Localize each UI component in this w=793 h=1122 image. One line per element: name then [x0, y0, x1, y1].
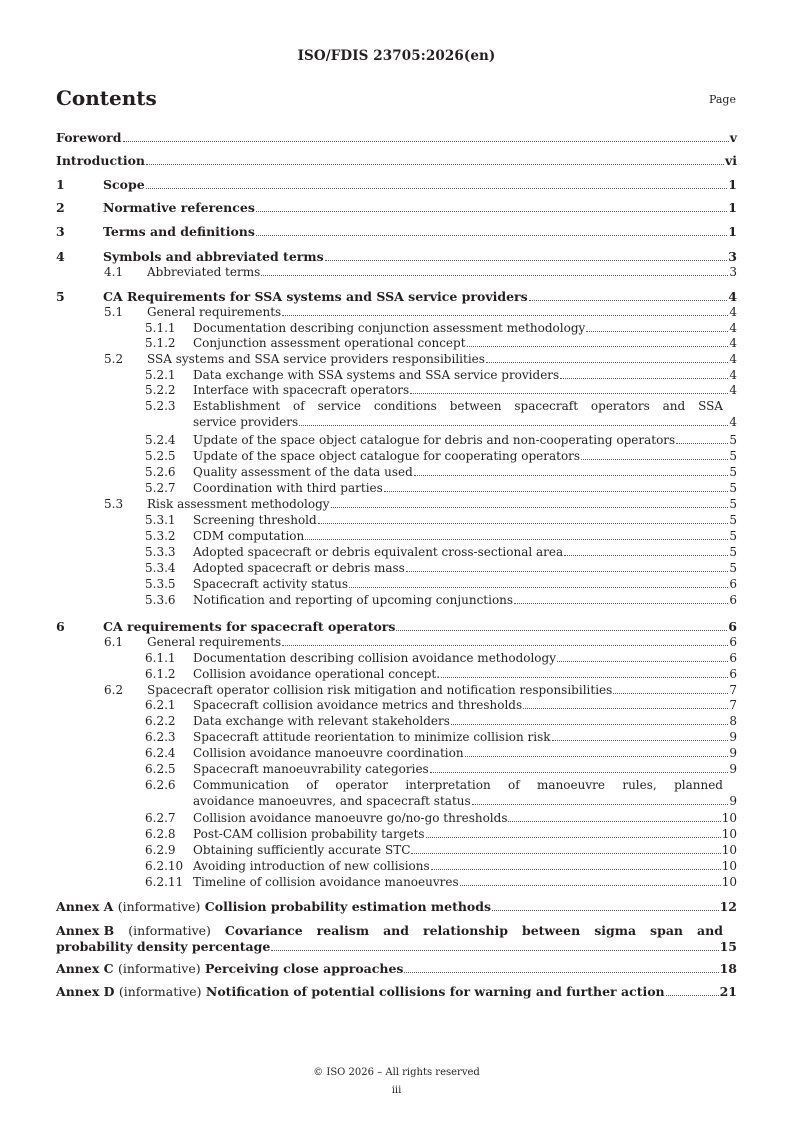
- dot-leader: [282, 314, 728, 316]
- toc-entry-title: CDM computation: [193, 529, 305, 543]
- toc-entry-number: 5.2.4: [145, 433, 176, 447]
- toc-entry-page: 10: [721, 811, 737, 825]
- toc-entry-number: 6.2.4: [145, 746, 176, 760]
- toc-entry-number: 6.2: [104, 683, 124, 697]
- toc-entry[interactable]: [56, 620, 737, 634]
- toc-entry[interactable]: [145, 336, 737, 350]
- toc-entry-title: service providers: [193, 415, 299, 429]
- toc-entry[interactable]: [145, 513, 737, 527]
- toc-entry-annex[interactable]: [56, 962, 737, 976]
- dot-leader: [586, 330, 728, 332]
- dot-leader: [431, 868, 721, 870]
- toc-entry-number: 5.3.2: [145, 529, 176, 543]
- toc-entry-page: 6: [728, 619, 737, 634]
- toc-entry-page: 4: [729, 321, 737, 335]
- toc-entry-number: 6.1.1: [145, 651, 176, 665]
- toc-entry-title: Spacecraft collision avoidance metrics and thresholds: [193, 698, 523, 712]
- toc-entry[interactable]: [56, 154, 737, 168]
- toc-entry-number: 5.1.1: [145, 321, 176, 335]
- dot-leader: [349, 586, 728, 588]
- toc-entry-number: 5: [56, 289, 65, 304]
- toc-entry-page: 1: [728, 200, 737, 215]
- toc-entry[interactable]: [145, 545, 737, 559]
- toc-entry-number: 5.2.6: [145, 465, 176, 479]
- toc-entry-page: 6: [729, 667, 737, 681]
- toc-entry-page: 6: [729, 635, 737, 649]
- dot-leader: [430, 771, 729, 773]
- toc-entry-title: Documentation describing collision avoidance methodology: [193, 651, 556, 665]
- dot-leader: [414, 474, 729, 476]
- toc-entry-number: 2: [56, 200, 65, 215]
- toc-entry-page: v: [729, 130, 737, 145]
- toc-entry-number: 5.1.2: [145, 336, 176, 350]
- toc-entry-title: SSA systems and SSA service providers responsibilities: [147, 352, 485, 366]
- toc-entry[interactable]: [145, 714, 737, 728]
- toc-entry-title: Collision avoidance manoeuvre go/no-go thresholds: [193, 811, 508, 825]
- toc-entry-page: 6: [729, 577, 737, 591]
- dot-leader: [529, 299, 728, 301]
- annex-type: (informative): [117, 899, 201, 914]
- toc-entry-first-line[interactable]: [145, 399, 723, 413]
- dot-leader: [564, 554, 728, 556]
- toc-entry-number: 6.2.5: [145, 762, 176, 776]
- toc-entry-number: 5.3: [104, 497, 124, 511]
- toc-entry-first-line[interactable]: [145, 778, 723, 792]
- toc-entry-page: 12: [719, 899, 737, 914]
- toc-entry[interactable]: [145, 465, 737, 479]
- toc-entry-annex-first-line[interactable]: [56, 924, 723, 938]
- dot-leader: [406, 570, 729, 572]
- toc-entry-page: 5: [729, 497, 737, 511]
- dot-leader: [299, 424, 728, 426]
- toc-entry-number: 6.1.2: [145, 667, 176, 681]
- toc-entry-title: Obtaining sufficiently accurate STC: [193, 843, 411, 857]
- toc-entry[interactable]: [145, 415, 737, 429]
- toc-entry[interactable]: [56, 250, 737, 264]
- toc-entry-number: 3: [56, 224, 65, 239]
- toc-entry-number: 5.2.2: [145, 383, 176, 397]
- toc-entry[interactable]: [145, 593, 737, 607]
- toc-entry-number: 4.1: [104, 265, 124, 279]
- toc-entry-number: 5.2: [104, 352, 124, 366]
- toc-entry-page: 5: [729, 449, 737, 463]
- toc-entry-number: 6.2.3: [145, 730, 176, 744]
- annex-label: Annex D: [56, 984, 115, 999]
- dot-leader: [404, 971, 718, 973]
- toc-entry-title: Notification and reporting of upcoming conjunctions: [193, 593, 514, 607]
- dot-leader: [552, 739, 729, 741]
- dot-leader: [146, 163, 724, 165]
- toc-entry-title: [56, 900, 491, 914]
- toc-entry-number: 5.1: [104, 305, 124, 319]
- toc-entry[interactable]: [104, 497, 737, 511]
- toc-entry-number: 6.2.1: [145, 698, 176, 712]
- page-number: iii: [391, 1085, 402, 1096]
- toc-entry[interactable]: [145, 843, 737, 857]
- annex-type: (informative): [118, 984, 202, 999]
- toc-entry-title: avoidance manoeuvres, and spacecraft status: [193, 794, 471, 808]
- toc-entry-page: 5: [729, 433, 737, 447]
- toc-entry-title: Spacecraft attitude reorientation to minimize collision risk: [193, 730, 551, 744]
- toc-entry[interactable]: [145, 794, 737, 808]
- toc-entry-title: Risk assessment methodology: [147, 497, 330, 511]
- dot-leader: [256, 210, 727, 212]
- toc-entry[interactable]: [145, 746, 737, 760]
- toc-entry-page: 7: [729, 683, 737, 697]
- toc-entry-number: 5.3.4: [145, 561, 176, 575]
- toc-entry-title: Timeline of collision avoidance manoeuvres: [193, 875, 459, 889]
- toc-entry[interactable]: [104, 352, 737, 366]
- toc-entry-title: Update of the space object catalogue for debris and non-cooperating operators: [193, 433, 676, 447]
- dot-leader: [666, 994, 719, 996]
- toc-entry-title: probability density percentage: [56, 939, 271, 954]
- toc-entry-number: 5.2.1: [145, 368, 176, 382]
- document-id: ISO/FDIS 23705:2026(en): [297, 48, 496, 64]
- toc-entry-title: Establishment of service conditions between spacecraft operators and SSA: [193, 399, 723, 413]
- dot-leader: [318, 522, 729, 524]
- toc-entry[interactable]: [145, 762, 737, 776]
- dot-leader: [331, 506, 729, 508]
- toc-entry-page: 9: [729, 746, 737, 760]
- dot-leader: [486, 361, 728, 363]
- toc-entry[interactable]: [145, 651, 737, 665]
- dot-leader: [492, 909, 719, 911]
- dot-leader: [325, 259, 728, 261]
- dot-leader: [146, 187, 728, 189]
- toc-entry-page: 5: [729, 513, 737, 527]
- toc-entry-page: 9: [729, 762, 737, 776]
- toc-entry-page: 4: [729, 368, 737, 382]
- toc-entry-title: Documentation describing conjunction assessment methodology: [193, 321, 586, 335]
- toc-entry[interactable]: [145, 561, 737, 575]
- toc-entry-title: CA requirements for spacecraft operators: [103, 619, 396, 634]
- toc-entry-page: 4: [729, 336, 737, 350]
- toc-entry-page: 10: [721, 827, 737, 841]
- toc-entry-title: Update of the space object catalogue for cooperating operators: [193, 449, 581, 463]
- toc-entry-annex[interactable]: [56, 900, 737, 914]
- toc-entry-title: Adopted spacecraft or debris mass: [193, 561, 405, 575]
- toc-entry-title: Conjunction assessment operational concept: [193, 336, 466, 350]
- toc-entry-title: Normative references: [103, 200, 255, 215]
- toc-entry-number: 6.2.8: [145, 827, 176, 841]
- toc-entry-number: 6.2.9: [145, 843, 176, 857]
- dot-leader: [282, 644, 728, 646]
- dot-leader: [508, 820, 720, 822]
- toc-entry-title: Avoiding introduction of new collisions: [193, 859, 430, 873]
- dot-leader: [441, 676, 728, 678]
- dot-leader: [396, 629, 727, 631]
- toc-entry-page: 1: [728, 224, 737, 239]
- toc-entry[interactable]: [104, 683, 737, 697]
- dot-leader: [305, 538, 728, 540]
- annex-label: Annex B: [56, 923, 115, 938]
- dot-leader: [460, 884, 721, 886]
- toc-entry-number: 5.3.3: [145, 545, 176, 559]
- copyright-footer: © ISO 2026 – All rights reserved: [313, 1067, 480, 1078]
- toc-entry-page: 4: [728, 289, 737, 304]
- toc-entry[interactable]: [145, 433, 737, 447]
- toc-entry-number: 5.2.5: [145, 449, 176, 463]
- dot-leader: [560, 377, 728, 379]
- toc-entry-page: 4: [729, 383, 737, 397]
- toc-entry-title: Screening threshold: [193, 513, 317, 527]
- dot-leader: [426, 836, 721, 838]
- toc-entry-title: Data exchange with relevant stakeholders: [193, 714, 450, 728]
- toc-entry[interactable]: [145, 875, 737, 889]
- toc-entry-title: Collision avoidance operational concept.: [193, 667, 441, 681]
- dot-leader: [676, 442, 728, 444]
- toc-entry-page: 9: [729, 794, 737, 808]
- toc-entry[interactable]: [104, 635, 737, 649]
- toc-entry-title: Abbreviated terms: [147, 265, 261, 279]
- toc-entry-title: Post-CAM collision probability targets: [193, 827, 425, 841]
- toc-entry-annex[interactable]: [56, 940, 737, 954]
- toc-entry[interactable]: [145, 368, 737, 382]
- toc-entry-title: [56, 962, 403, 976]
- toc-entry[interactable]: [145, 667, 737, 681]
- page-column-label: Page: [708, 93, 736, 106]
- toc-entry-title: Spacecraft operator collision risk mitigation and notification responsibilities: [147, 683, 613, 697]
- toc-entry-annex[interactable]: [56, 985, 737, 999]
- toc-entry-page: 7: [729, 698, 737, 712]
- toc-entry-title: Interface with spacecraft operators: [193, 383, 410, 397]
- toc-entry-page: 5: [729, 529, 737, 543]
- toc-entry-page: 6: [729, 593, 737, 607]
- toc-entry-page: 3: [728, 249, 737, 264]
- toc-entry-number: 6.1: [104, 635, 124, 649]
- annex-title-line: Annex B (informative) Covariance realism and relationship between sigma span and: [56, 923, 723, 938]
- toc-entry-number: 5.3.1: [145, 513, 176, 527]
- toc-entry[interactable]: [104, 265, 737, 279]
- toc-entry-title: Adopted spacecraft or debris equivalent cross-sectional area: [193, 545, 564, 559]
- dot-leader: [411, 852, 720, 854]
- toc-entry-page: 15: [719, 939, 737, 954]
- dot-leader: [557, 660, 728, 662]
- dot-leader: [271, 949, 718, 951]
- toc-entry-title: Communication of operator interpretation of manoeuvre rules, planned: [193, 778, 723, 792]
- toc-entry[interactable]: [145, 730, 737, 744]
- dot-leader: [261, 274, 728, 276]
- toc-entry-title: [56, 985, 665, 999]
- annex-title: Perceiving close approaches: [205, 961, 404, 976]
- dot-leader: [123, 140, 729, 142]
- dot-leader: [613, 692, 728, 694]
- toc-entry[interactable]: [145, 449, 737, 463]
- annex-type: (informative): [128, 923, 211, 938]
- toc-entry-page: 5: [729, 465, 737, 479]
- toc-entry[interactable]: [145, 827, 737, 841]
- annex-title: Notification of potential collisions for warning and further action: [205, 984, 665, 999]
- toc-entry-title: General requirements: [147, 635, 282, 649]
- dot-leader: [384, 490, 729, 492]
- toc-entry-page: 18: [719, 961, 737, 976]
- toc-entry[interactable]: [145, 481, 737, 495]
- annex-type: (informative): [117, 961, 201, 976]
- toc-entry-number: 6.2.6: [145, 778, 176, 792]
- toc-entry-page: vi: [724, 153, 737, 168]
- toc-entry-number: 5.3.6: [145, 593, 176, 607]
- toc-entry-page: 9: [729, 730, 737, 744]
- toc-entry-number: 6: [56, 619, 65, 634]
- toc-entry-page: 4: [729, 305, 737, 319]
- dot-leader: [581, 458, 728, 460]
- toc-entry[interactable]: [104, 305, 737, 319]
- dot-leader: [514, 602, 728, 604]
- dot-leader: [410, 392, 728, 394]
- toc-entry[interactable]: [145, 383, 737, 397]
- toc-entry[interactable]: [56, 290, 737, 304]
- contents-heading: Contents: [56, 86, 157, 110]
- toc-entry-title: Terms and definitions: [103, 224, 255, 239]
- toc-entry-title: General requirements: [147, 305, 282, 319]
- toc-entry-title: Scope: [103, 177, 145, 192]
- toc-entry-title: Data exchange with SSA systems and SSA service providers: [193, 368, 560, 382]
- toc-entry-page: 8: [729, 714, 737, 728]
- annex-label: Annex A: [56, 899, 114, 914]
- toc-entry-page: 4: [729, 415, 737, 429]
- toc-entry-page: 1: [728, 177, 737, 192]
- toc-entry[interactable]: [145, 321, 737, 335]
- toc-entry-number: 5.3.5: [145, 577, 176, 591]
- toc-entry[interactable]: [145, 811, 737, 825]
- toc-entry[interactable]: [56, 201, 737, 215]
- toc-entry[interactable]: [56, 131, 737, 145]
- annex-title: Collision probability estimation methods: [204, 899, 492, 914]
- toc-entry-page: 10: [721, 875, 737, 889]
- toc-entry-page: 5: [729, 481, 737, 495]
- toc-entry-title: CA Requirements for SSA systems and SSA service providers: [103, 289, 528, 304]
- toc-entry-title: Quality assessment of the data used: [193, 465, 413, 479]
- toc-entry-title: Symbols and abbreviated terms: [103, 249, 324, 264]
- toc-entry[interactable]: [145, 859, 737, 873]
- toc-entry[interactable]: [145, 577, 737, 591]
- toc-entry-number: 6.2.2: [145, 714, 176, 728]
- dot-leader: [467, 345, 729, 347]
- toc-entry-page: 5: [729, 561, 737, 575]
- toc-entry-number: 6.2.11: [145, 875, 184, 889]
- dot-leader: [523, 707, 728, 709]
- toc-entry[interactable]: [145, 529, 737, 543]
- dot-leader: [465, 755, 729, 757]
- toc-entry-page: 5: [729, 545, 737, 559]
- toc-entry-page: 10: [721, 843, 737, 857]
- dot-leader: [451, 723, 728, 725]
- toc-entry-title: Spacecraft manoeuvrability categories: [193, 762, 429, 776]
- toc-entry-number: 6.2.7: [145, 811, 176, 825]
- toc-entry-page: 3: [729, 265, 737, 279]
- toc-entry-number: 5.2.7: [145, 481, 176, 495]
- dot-leader: [256, 234, 727, 236]
- toc-entry-title: Coordination with third parties: [193, 481, 383, 495]
- toc-entry[interactable]: [145, 698, 737, 712]
- annex-label: Annex C: [56, 961, 114, 976]
- toc-entry-number: 6.2.10: [145, 859, 184, 873]
- toc-entry[interactable]: [56, 225, 737, 239]
- toc-entry-page: 4: [729, 352, 737, 366]
- toc-entry-page: 6: [729, 651, 737, 665]
- toc-entry-number: 5.2.3: [145, 399, 176, 413]
- toc-entry-title: Spacecraft activity status: [193, 577, 348, 591]
- toc-entry-number: 4: [56, 249, 65, 264]
- toc-entry-number: 1: [56, 177, 65, 192]
- toc-entry-title: Foreword: [56, 130, 122, 145]
- toc-entry[interactable]: [56, 178, 737, 192]
- dot-leader: [472, 803, 729, 805]
- toc-entry-title: Introduction: [56, 153, 146, 168]
- toc-entry-page: 21: [719, 984, 737, 999]
- toc-entry-title: Collision avoidance manoeuvre coordination: [193, 746, 464, 760]
- toc-entry-page: 10: [721, 859, 737, 873]
